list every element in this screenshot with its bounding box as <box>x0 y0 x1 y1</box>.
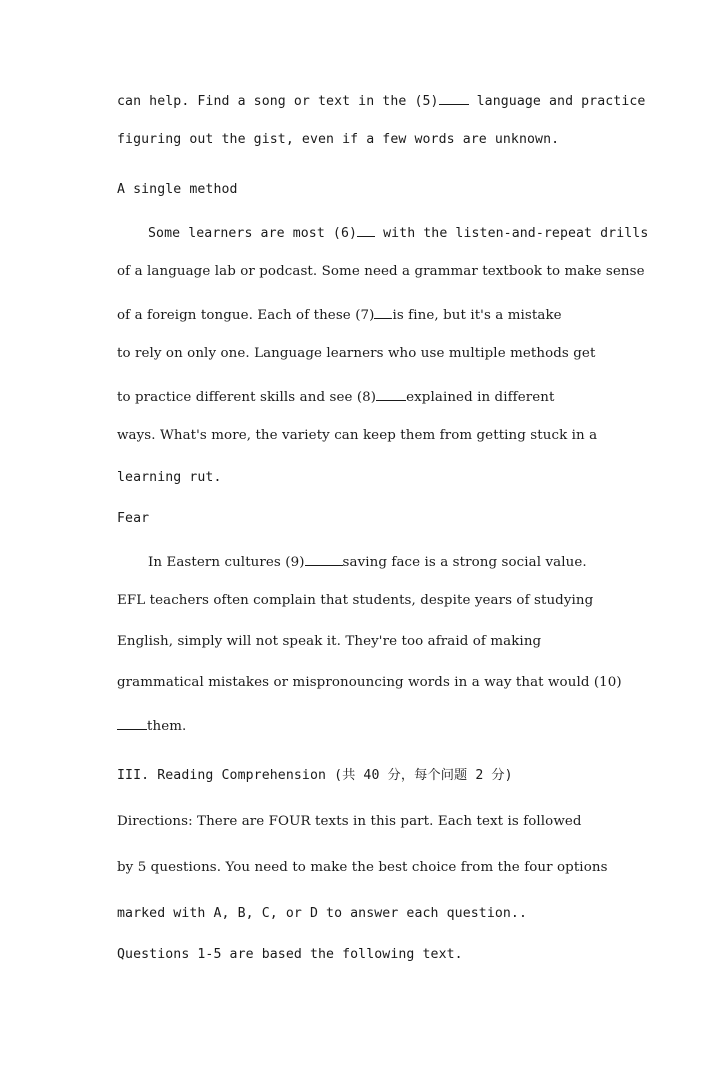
text-line <box>117 304 622 325</box>
text-segment: of a foreign tongue. Each of these (7) <box>117 308 375 323</box>
text-line: ways. What's more, the variety can keep them from getting stuck in a <box>117 428 598 443</box>
fill-blank-10 <box>117 715 147 730</box>
section-heading: Fear <box>117 511 150 526</box>
fill-blank-5 <box>439 90 469 105</box>
text-line: English, simply will not speak it. They're too afraid of making <box>117 634 542 649</box>
directions-line: by 5 questions. You need to make the best choice from the four options <box>117 860 608 875</box>
fill-blank-9 <box>305 551 343 566</box>
text-segment: explained in different <box>406 390 555 405</box>
text-line: grammatical mistakes or mispronouncing words in a way that would (10) <box>117 675 622 690</box>
text-line: EFL teachers often complain that students, despite years of studying <box>117 593 594 608</box>
text-line: to rely on only one. Language learners who use multiple methods get <box>117 346 596 361</box>
text-line <box>117 715 622 736</box>
text-segment: language and practice <box>468 94 646 109</box>
text-segment: In Eastern cultures (9) <box>148 555 305 570</box>
text-segment: Some learners are most (6) <box>148 226 358 241</box>
text-segment: them. <box>147 719 187 734</box>
text-line <box>148 551 622 572</box>
text-segment: to practice different skills and see (8) <box>117 390 377 405</box>
text-segment: with the listen-and-repeat drills <box>375 226 649 241</box>
fill-blank-7 <box>374 304 392 319</box>
directions-line: marked with A, B, C, or D to answer each question.. <box>117 906 528 921</box>
fill-blank-6 <box>357 222 375 237</box>
section-heading: A single method <box>117 182 238 197</box>
text-line <box>117 90 646 111</box>
text-line <box>148 222 649 243</box>
fill-blank-8 <box>376 386 406 401</box>
directions-line: Directions: There are FOUR texts in this part. Each text is followed <box>117 814 582 829</box>
text-line: of a language lab or podcast. Some need a grammar textbook to make sense <box>117 264 645 279</box>
text-line <box>117 386 622 407</box>
text-line: Questions 1-5 are based the following text. <box>117 947 463 962</box>
text-line: learning rut. <box>117 470 222 485</box>
text-segment: is fine, but it's a mistake <box>392 308 562 323</box>
section-heading: III. Reading Comprehension (共 40 分，每个问题 2 分) <box>117 768 513 783</box>
text-line: figuring out the gist, even if a few words are unknown. <box>117 132 560 147</box>
text-segment: saving face is a strong social value. <box>342 555 587 570</box>
text-segment: can help. Find a song or text in the (5) <box>117 94 439 109</box>
